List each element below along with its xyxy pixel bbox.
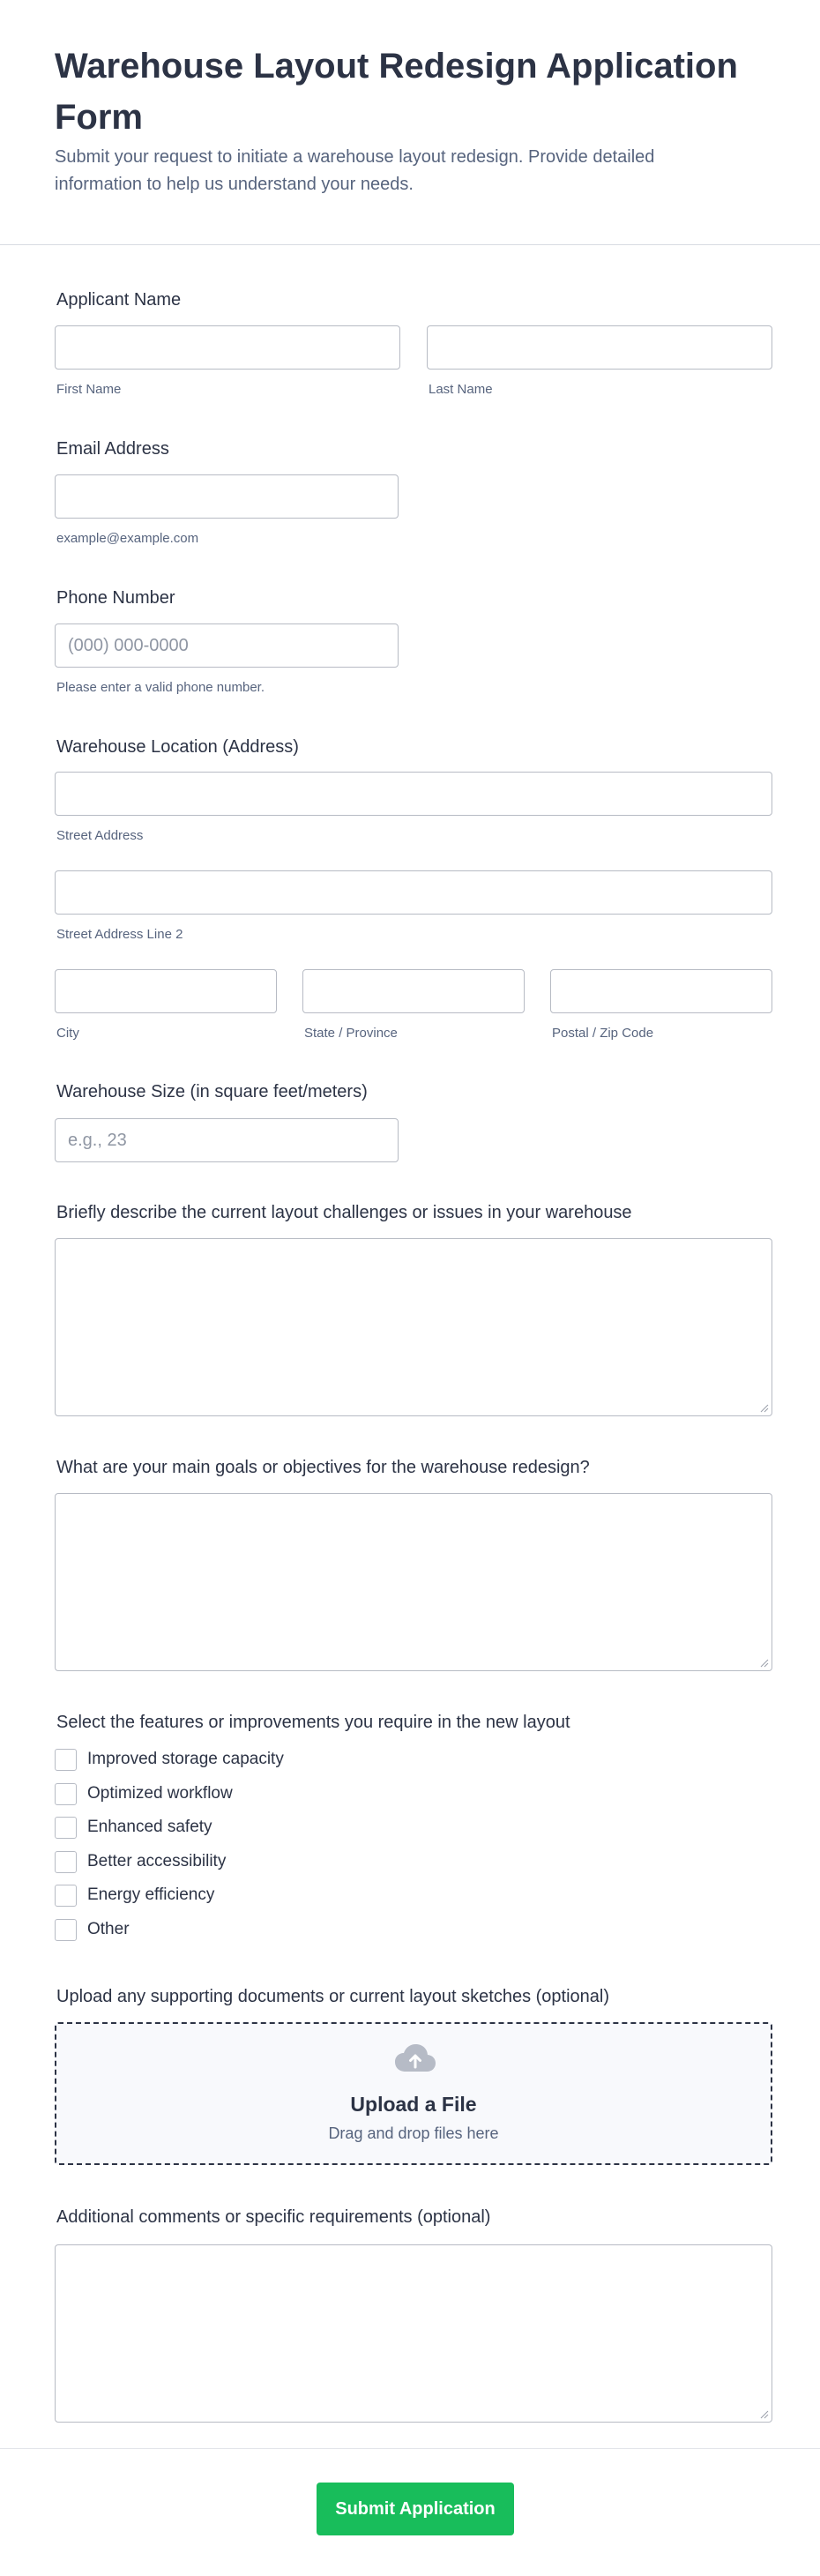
street-address-input[interactable] <box>55 772 772 816</box>
resize-grip-icon[interactable] <box>758 2408 769 2419</box>
city-input[interactable] <box>55 969 277 1013</box>
zip-input[interactable] <box>550 969 772 1013</box>
file-upload-dropzone[interactable] <box>55 2022 772 2165</box>
comments-label: Additional comments or specific requirements (optional) <box>56 2207 491 2227</box>
checkbox[interactable] <box>55 1851 77 1873</box>
checkbox[interactable] <box>55 1783 77 1805</box>
email-label: Email Address <box>56 439 169 459</box>
checkbox-label[interactable]: Other <box>87 1920 130 1938</box>
email-field[interactable] <box>55 474 399 519</box>
features-label: Select the features or improvements you require in the new layout <box>56 1713 570 1732</box>
checkbox[interactable] <box>55 1749 77 1771</box>
checkbox-label[interactable]: Improved storage capacity <box>87 1750 284 1768</box>
phone-sublabel: Please enter a valid phone number. <box>56 680 265 695</box>
checkbox-label[interactable]: Enhanced safety <box>87 1818 212 1836</box>
form-header <box>0 0 820 245</box>
applicant-name-label: Applicant Name <box>56 290 182 310</box>
city-sublabel: City <box>56 1026 79 1041</box>
upload-label: Upload any supporting documents or current layout sketches (optional) <box>56 1987 610 2006</box>
phone-input[interactable] <box>55 623 399 668</box>
checkbox-option[interactable] <box>55 1850 226 1873</box>
page-subtitle: Submit your request to initiate a warehouse layout redesign. Provide detailed information to help us understand your needs. <box>55 147 655 194</box>
challenges-textarea[interactable] <box>55 1238 772 1416</box>
checkbox-option[interactable] <box>55 1884 214 1907</box>
phone-label: Phone Number <box>56 588 175 608</box>
checkbox-option[interactable] <box>55 1782 233 1805</box>
zip-sublabel: Postal / Zip Code <box>552 1026 654 1041</box>
checkbox[interactable] <box>55 1885 77 1907</box>
form-footer <box>0 2448 820 2576</box>
cloud-upload-icon <box>394 2043 436 2073</box>
submit-button[interactable]: Submit Application <box>317 2483 514 2535</box>
checkbox-option[interactable] <box>55 1748 284 1771</box>
upload-title: Upload a File <box>350 2093 477 2116</box>
address-label: Warehouse Location (Address) <box>56 737 299 757</box>
resize-grip-icon[interactable] <box>758 1657 769 1668</box>
page-title: Warehouse Layout Redesign Application Form <box>55 47 738 137</box>
upload-subtitle: Drag and drop files here <box>328 2124 499 2142</box>
goals-label: What are your main goals or objectives for the warehouse redesign? <box>56 1458 590 1477</box>
checkbox-label[interactable]: Energy efficiency <box>87 1885 215 1904</box>
state-sublabel: State / Province <box>304 1026 398 1041</box>
checkbox[interactable] <box>55 1817 77 1839</box>
checkbox-option[interactable] <box>55 1918 130 1941</box>
street-address-line2-input[interactable] <box>55 870 772 915</box>
last-name-sublabel: Last Name <box>429 382 493 397</box>
street-address-sublabel: Street Address <box>56 828 144 843</box>
resize-grip-icon[interactable] <box>758 1402 769 1413</box>
first-name-input[interactable] <box>55 325 400 370</box>
checkbox-label[interactable]: Optimized workflow <box>87 1784 233 1803</box>
warehouse-size-input[interactable] <box>55 1118 399 1162</box>
challenges-label: Briefly describe the current layout challenges or issues in your warehouse <box>56 1203 632 1222</box>
warehouse-size-label: Warehouse Size (in square feet/meters) <box>56 1082 368 1101</box>
state-input[interactable] <box>302 969 525 1013</box>
comments-textarea[interactable] <box>55 2244 772 2423</box>
checkbox[interactable] <box>55 1919 77 1941</box>
last-name-input[interactable] <box>427 325 772 370</box>
goals-textarea[interactable] <box>55 1493 772 1671</box>
first-name-sublabel: First Name <box>56 382 122 397</box>
email-sublabel: example@example.com <box>56 531 199 546</box>
checkbox-option[interactable] <box>55 1816 212 1839</box>
checkbox-label[interactable]: Better accessibility <box>87 1852 227 1870</box>
street-address-line2-sublabel: Street Address Line 2 <box>56 927 183 942</box>
